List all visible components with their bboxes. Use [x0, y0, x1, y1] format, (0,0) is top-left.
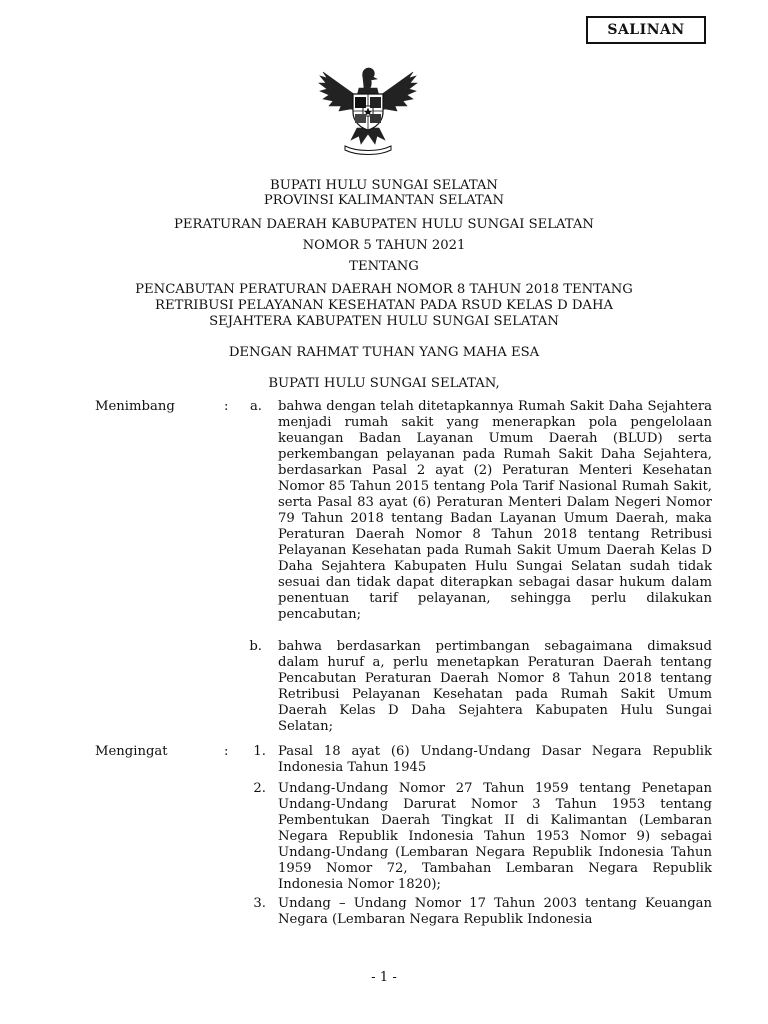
- regulation-title-line-1: PENCABUTAN PERATURAN DAERAH NOMOR 8 TAHUN 2018 TENTANG: [135, 282, 633, 297]
- blessing-line: DENGAN RAHMAT TUHAN YANG MAHA ESA: [228, 345, 540, 360]
- mengingat-item-3: Undang – Undang Nomor 17 Tahun 2003 tentang Keuangan Negara (Lembaran Negara Republik Indonesia: [278, 896, 712, 927]
- mengingat-item-1: Pasal 18 ayat (6) Undang-Undang Dasar Negara Republik Indonesia Tahun 1945: [278, 744, 712, 775]
- menimbang-colon: :: [224, 399, 229, 414]
- salinan-stamp: SALINAN: [586, 16, 706, 44]
- mengingat-marker-3: 3.: [253, 896, 266, 911]
- menimbang-item-a: bahwa dengan telah ditetapkannya Rumah Sakit Daha Sejahtera menjadi rumah sakit yang menerapkan pola pengelolaan keuangan Badan Layanan Umum Daerah (BLUD) serta perkembangan pelayanan pada Rumah Sakit Daha Sejahtera, berdasarkan Pasal 2 ayat (2) Peraturan Menteri Kesehatan Nomor 85 Tahun 2015 tentang Pola Tarif Nasional Rumah Sakit, serta Pasal 83 ayat (6) Peraturan Menteri Dalam Negeri Nomor 79 Tahun 2018 tentang Badan Layanan Umum Daerah, maka Peraturan Daerah Nomor 8 Tahun 2018 tentang Retribusi Pelayanan Kesehatan pada Rumah Sakit Umum Daerah Kelas D Daha Sejahtera Kabupaten Hulu Sungai Selatan sudah tidak sesuai dan tidak dapat diterapkan sebagai dasar hukum dalam penentuan tarif pelayanan, sehingga perlu dilakukan pencabutan;: [278, 399, 712, 622]
- province-title: PROVINSI KALIMANTAN SELATAN: [263, 193, 505, 208]
- mengingat-label: Mengingat: [95, 744, 168, 759]
- page-number: - 1 -: [371, 970, 397, 985]
- about-label: TENTANG: [349, 259, 419, 274]
- regulation-title-line-3: SEJAHTERA KABUPATEN HULU SUNGAI SELATAN: [209, 314, 559, 329]
- mengingat-marker-1: 1.: [253, 744, 266, 759]
- mengingat-item-2: Undang-Undang Nomor 27 Tahun 1959 tentang Penetapan Undang-Undang Darurat Nomor 3 Tahun 1953 tentang Pembentukan Daerah Tingkat II di Kalimantan (Lembaran Negara Republik Indonesia Tahun 1953 Nomor 9) sebagai Undang-Undang (Lembaran Negara Republik Indonesia Tahun 1959 Nomor 72, Tambahan Lembaran Negara Republik Indonesia Nomor 1820);: [278, 781, 712, 892]
- menimbang-item-b: bahwa berdasarkan pertimbangan sebagaimana dimaksud dalam huruf a, perlu menetapkan Peraturan Daerah tentang Pencabutan Peraturan Daerah Nomor 8 Tahun 2018 tentang Retribusi Pelayanan Kesehatan pada Rumah Sakit Umum Daerah Kelas D Daha Sejahtera Kabupaten Hulu Sungai Selatan;: [278, 639, 712, 734]
- mengingat-colon: :: [224, 744, 229, 759]
- authority-line: BUPATI HULU SUNGAI SELATAN,: [268, 376, 500, 391]
- menimbang-label: Menimbang: [95, 399, 175, 414]
- menimbang-marker-a: a.: [249, 399, 262, 414]
- garuda-emblem-icon: [317, 62, 419, 158]
- regulation-title-line-2: RETRIBUSI PELAYANAN KESEHATAN PADA RSUD KELAS D DAHA: [155, 298, 613, 313]
- regulation-number: NOMOR 5 TAHUN 2021: [302, 238, 466, 253]
- menimbang-marker-b: b.: [249, 639, 262, 654]
- regulation-heading: PERATURAN DAERAH KABUPATEN HULU SUNGAI SELATAN: [174, 217, 594, 232]
- regent-title: BUPATI HULU SUNGAI SELATAN: [270, 178, 498, 193]
- mengingat-marker-2: 2.: [253, 781, 266, 796]
